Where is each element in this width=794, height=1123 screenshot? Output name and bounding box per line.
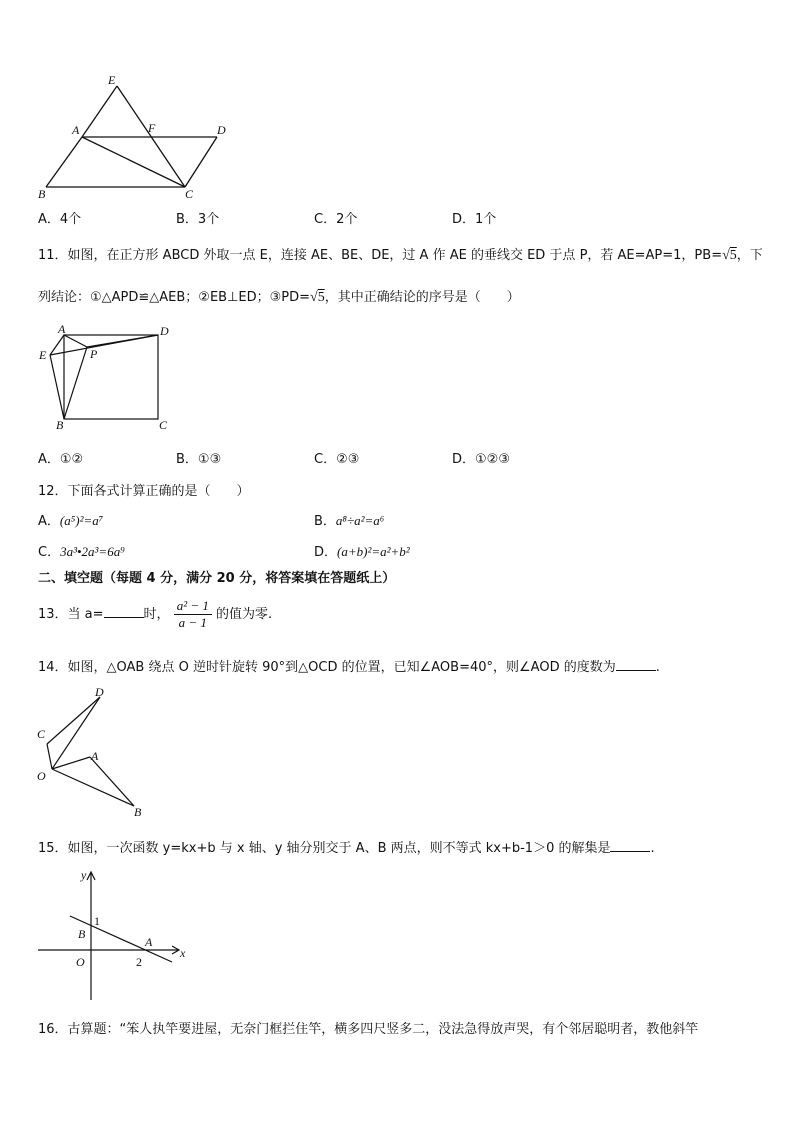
label-D: D	[160, 324, 169, 338]
label-B: B	[56, 418, 64, 432]
q15-line: 15．如图，一次函数 y=kx+b 与 x 轴、y 轴分别交于 A、B 两点，则不等式 kx+b-1＞0 的解集是 .	[38, 841, 655, 856]
label-two: 2	[136, 955, 142, 969]
label-A: A	[58, 322, 66, 336]
answer-blank[interactable]	[616, 658, 656, 671]
q11-option-a[interactable]: A．①②	[38, 452, 84, 467]
label-C: C	[159, 418, 168, 432]
q12-stem: 12．下面各式计算正确的是（ ）	[38, 484, 250, 499]
q13-line: 13．当 a= 时， $\frac{\text{a² − 1}}{a - 1}$ 的值为零.	[38, 598, 273, 630]
label-one: 1	[94, 914, 100, 928]
label-E: E	[108, 73, 116, 87]
q11-option-b[interactable]: B．①③	[176, 452, 222, 467]
q12-option-b[interactable]: B．a⁸÷a²=a⁶	[314, 513, 385, 529]
label-A: A	[72, 123, 80, 137]
label-E: E	[39, 348, 47, 362]
q10-option-b[interactable]: B．3个	[176, 212, 220, 227]
q14-line: 14．如图，△OAB 绕点 O 逆时针旋转 90°到△OCD 的位置，已知∠AOB=40°，则∠AOD 的度数为 .	[38, 660, 660, 675]
label-D: D	[95, 685, 104, 699]
fraction: $\frac{\text{a² − 1}}{a - 1}$	[174, 598, 212, 631]
label-F: F	[148, 121, 156, 135]
q11-line1: 11．如图，在正方形 ABCD 外取一点 E，连接 AE、BE、DE，过 A 作 AE 的垂线交 ED 于点 P，若 AE=AP=1，PB=√5，下	[38, 248, 763, 263]
q12-option-c[interactable]: C．3a³•2a³=6a⁹	[38, 544, 125, 560]
label-O: O	[76, 955, 85, 969]
label-A: A	[91, 749, 99, 763]
section-heading: 二、填空题（每题 4 分，满分 20 分，将答案填在答题纸上）	[38, 571, 396, 586]
sqrt-symbol: √5	[310, 290, 325, 305]
label-C: C	[37, 727, 46, 741]
label-C: C	[185, 187, 194, 201]
answer-blank[interactable]	[610, 839, 650, 852]
sqrt-symbol: √5	[722, 248, 737, 263]
q10-option-d[interactable]: D．1个	[452, 212, 497, 227]
q10-option-c[interactable]: C．2个	[314, 212, 358, 227]
label-D: D	[217, 123, 226, 137]
label-A: A	[145, 935, 153, 949]
label-B: B	[134, 805, 142, 819]
q10-figure	[30, 70, 240, 205]
label-x: x	[180, 946, 186, 960]
q11-figure	[32, 322, 182, 434]
q14-figure	[30, 680, 160, 820]
label-B: B	[38, 187, 46, 201]
q11-option-c[interactable]: C．②③	[314, 452, 360, 467]
label-P: P	[90, 347, 98, 361]
label-y: y	[81, 868, 87, 882]
answer-blank[interactable]	[104, 605, 144, 618]
label-B: B	[78, 927, 86, 941]
label-O: O	[37, 769, 46, 783]
q12-option-a[interactable]: A．(a⁵)²=a⁷	[38, 513, 104, 529]
q15-figure	[34, 865, 194, 1005]
q12-option-d[interactable]: D．(a+b)²=a²+b²	[314, 544, 410, 560]
q11-line2: 列结论：①△APD≌△AEB；②EB⊥ED；③PD=√5，其中正确结论的序号是（ ）	[38, 290, 520, 305]
q16-line: 16．古算题：“笨人执竿要进屋，无奈门框拦住竿，横多四尺竖多二，没法急得放声哭，有个邻居聪明者，教他斜竿	[38, 1022, 699, 1037]
q11-option-d[interactable]: D．①②③	[452, 452, 510, 467]
q10-option-a[interactable]: A．4个	[38, 212, 82, 227]
